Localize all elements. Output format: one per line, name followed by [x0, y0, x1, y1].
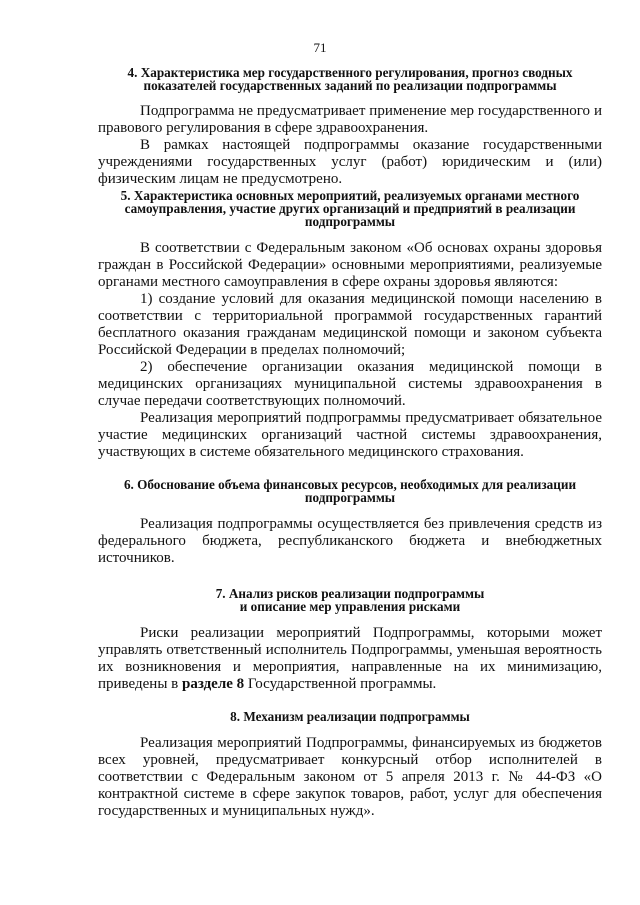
section-8-paragraph-1: Реализация мероприятий Подпрограммы, финансируемых из бюджетов всех уровней, предусматривает конкурсный отбор исполнителей в соответствии с Федеральным законом от 5 апреля 2013 г. № 44-ФЗ «О контрактной системе в сфере закупок товаров, работ, услуг для обеспечения государственных и муниципальных нужд».	[98, 735, 602, 819]
section-6-paragraph-1: Реализация подпрограммы осуществляется без привлечения средств из федерального бюджета, республиканского бюджета и внебюджетных источников.	[98, 516, 602, 566]
section-5-paragraph-3: 2) обеспечение организации оказания медицинской помощи в медицинских организациях муниципальной системы здравоохранения в случае передачи соответствующих полномочий.	[98, 359, 602, 409]
section-5-heading: 5. Характеристика основных мероприятий, реализуемых органами местного самоуправления, участие других организаций и предприятий в реализации подпрограммы	[120, 188, 580, 229]
section-7-text-after: Государственной программы.	[244, 676, 437, 692]
section-7-heading-line-2: и описание мер управления рисками	[239, 599, 461, 614]
section-8-heading: 8. Механизм реализации подпрограммы	[230, 709, 470, 724]
section-7-paragraph-1	[98, 625, 602, 693]
section-7-heading-line-1: 7. Анализ рисков реализации подпрограммы	[215, 586, 485, 601]
section-5-paragraph-1: В соответствии с Федеральным законом «Об основах охраны здоровья граждан в Российской Федерации» основными мероприятиями, реализуемые органами местного самоуправления в сфере охраны здоровья являются:	[98, 240, 602, 290]
section-4-paragraph-1: Подпрограмма не предусматривает применение мер государственного и правового регулирования в сфере здравоохранения.	[98, 103, 602, 136]
section-5-paragraph-2: 1) создание условий для оказания медицинской помощи населению в соответствии с территориальной программой государственных гарантий бесплатного оказания гражданам медицинской помощи и законом субъекта Российской Федерации в пределах полномочий;	[98, 291, 602, 358]
section-6-heading: 6. Обоснование объема финансовых ресурсов, необходимых для реализации подпрограммы	[123, 477, 577, 505]
document-body	[98, 66, 602, 820]
section-5-paragraph-4: Реализация мероприятий подпрограммы предусматривает обязательное участие медицинских организаций частной системы здравоохранения, участвующих в системе обязательного медицинского страхования.	[98, 410, 602, 460]
section-7-text-before: Риски реализации мероприятий Подпрограммы, которыми может управлять ответственный исполнитель Подпрограммы, уменьшая вероятность их возникновения и мероприятия, направленные на их минимизацию, приведены в	[98, 625, 602, 692]
section-7-bold-reference: разделе 8	[182, 676, 245, 692]
section-7-heading	[98, 587, 602, 613]
section-4-paragraph-2: В рамках настоящей подпрограммы оказание государственными учреждениями государственных услуг (работ) юридическим и (или) физическим лицам не предусмотрено.	[98, 137, 602, 187]
section-4-heading: 4. Характеристика мер государственного регулирования, прогноз сводных показателей государственных заданий по реализации подпрограммы	[127, 65, 573, 93]
page-number: 71	[313, 40, 327, 55]
